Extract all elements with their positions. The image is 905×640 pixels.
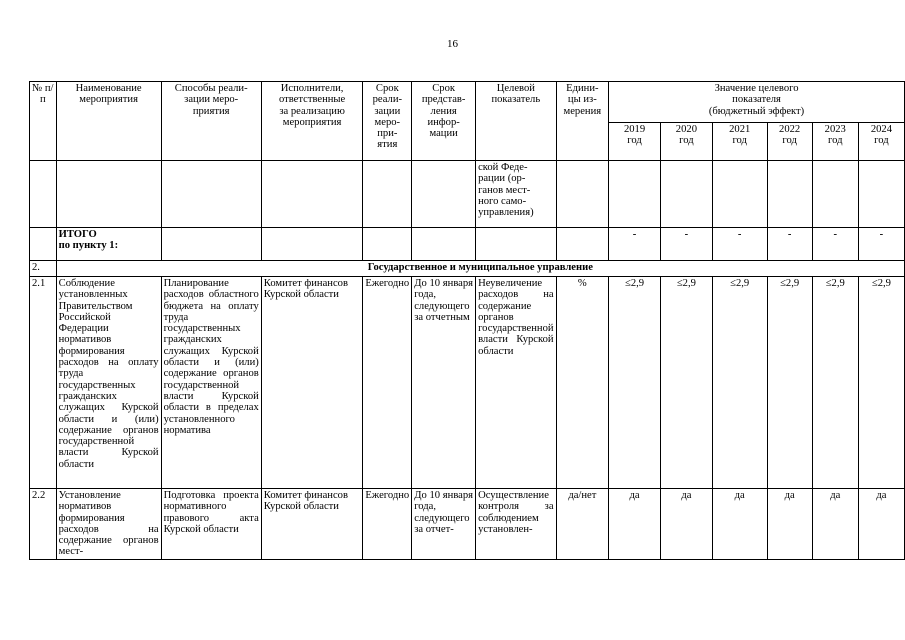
total-value: -: [660, 228, 712, 261]
total-value: -: [767, 228, 812, 261]
total-value: -: [812, 228, 858, 261]
row-methods: Планирование расходов областного бюджета на оплату труда государственных гражданских служащих Курской области и (или) содержание органов государственной власти Курской области в пределах установленного норматива: [161, 277, 261, 489]
total-row: [30, 228, 905, 261]
row-executor: Комитет финансов Курской области: [261, 277, 363, 489]
row-num: 2.1: [30, 277, 57, 489]
continuation-row: [30, 161, 905, 228]
row-name: Установление нормативов формирования расходов на содержание органов мест-: [56, 489, 161, 560]
header-year-2023: 2023 год: [812, 123, 858, 161]
action-plan-table: [29, 81, 905, 560]
section-num: 2.: [30, 261, 57, 277]
row-value: да: [858, 489, 904, 560]
header-year-2020: 2020 год: [660, 123, 712, 161]
row-value: да: [609, 489, 661, 560]
table-row: [30, 277, 905, 489]
page-number: 16: [447, 38, 458, 50]
table-row: [30, 489, 905, 560]
header-name: Наименование мероприятия: [56, 82, 161, 161]
header-year-2022: 2022 год: [767, 123, 812, 161]
continuation-indicator: ской Феде- рации (ор- ганов мест- ного само- управления): [476, 161, 557, 228]
header-methods: Способы реали- зации меро- приятия: [161, 82, 261, 161]
total-value: -: [609, 228, 661, 261]
row-units: да/нет: [556, 489, 609, 560]
header-term: Срок реали- зации меро- при- ятия: [363, 82, 412, 161]
header-target-value: Значение целевого показателя (бюджетный эффект): [609, 82, 905, 123]
row-methods: Подготовка проекта нормативного правового акта Курской области: [161, 489, 261, 560]
row-value: да: [660, 489, 712, 560]
row-term: Ежегодно: [363, 489, 412, 560]
total-value: -: [712, 228, 767, 261]
row-units: %: [556, 277, 609, 489]
row-executor: Комитет финансов Курской области: [261, 489, 363, 560]
section-row: [30, 261, 905, 277]
row-value: ≤2,9: [609, 277, 661, 489]
total-value: -: [858, 228, 904, 261]
header-indicator: Целевой показатель: [476, 82, 557, 161]
row-name: Соблюдение установленных Правительством Российской Федерации нормативов формирования расходов на оплату труда государственных гражданских служащих Курской области и (или) содержание органов государственной власти Курской области: [56, 277, 161, 489]
row-value: ≤2,9: [812, 277, 858, 489]
header-year-2019: 2019 год: [609, 123, 661, 161]
header-year-2021: 2021 год: [712, 123, 767, 161]
row-value: ≤2,9: [712, 277, 767, 489]
header-num: № п/п: [30, 82, 57, 161]
row-indicator: Осуществление контроля за соблюдением установлен-: [476, 489, 557, 560]
header-row: [30, 82, 905, 123]
section-title: Государственное и муниципальное управление: [56, 261, 904, 277]
row-value: ≤2,9: [858, 277, 904, 489]
row-value: ≤2,9: [767, 277, 812, 489]
row-indicator: Неувеличение расходов на содержание органов государственной власти Курской области: [476, 277, 557, 489]
header-units: Едини- цы из- мерения: [556, 82, 609, 161]
header-executors: Исполнители, ответственные за реализацию мероприятия: [261, 82, 363, 161]
row-value: да: [767, 489, 812, 560]
row-report-term: До 10 января года, следующего за отчет-: [412, 489, 476, 560]
row-term: Ежегодно: [363, 277, 412, 489]
row-value: ≤2,9: [660, 277, 712, 489]
header-report-term: Срок представ- ления инфор- мации: [412, 82, 476, 161]
row-report-term: До 10 января года, следующего за отчетным: [412, 277, 476, 489]
row-value: да: [712, 489, 767, 560]
row-num: 2.2: [30, 489, 57, 560]
row-value: да: [812, 489, 858, 560]
header-year-2024: 2024 год: [858, 123, 904, 161]
total-label: ИТОГО по пункту 1:: [56, 228, 161, 261]
